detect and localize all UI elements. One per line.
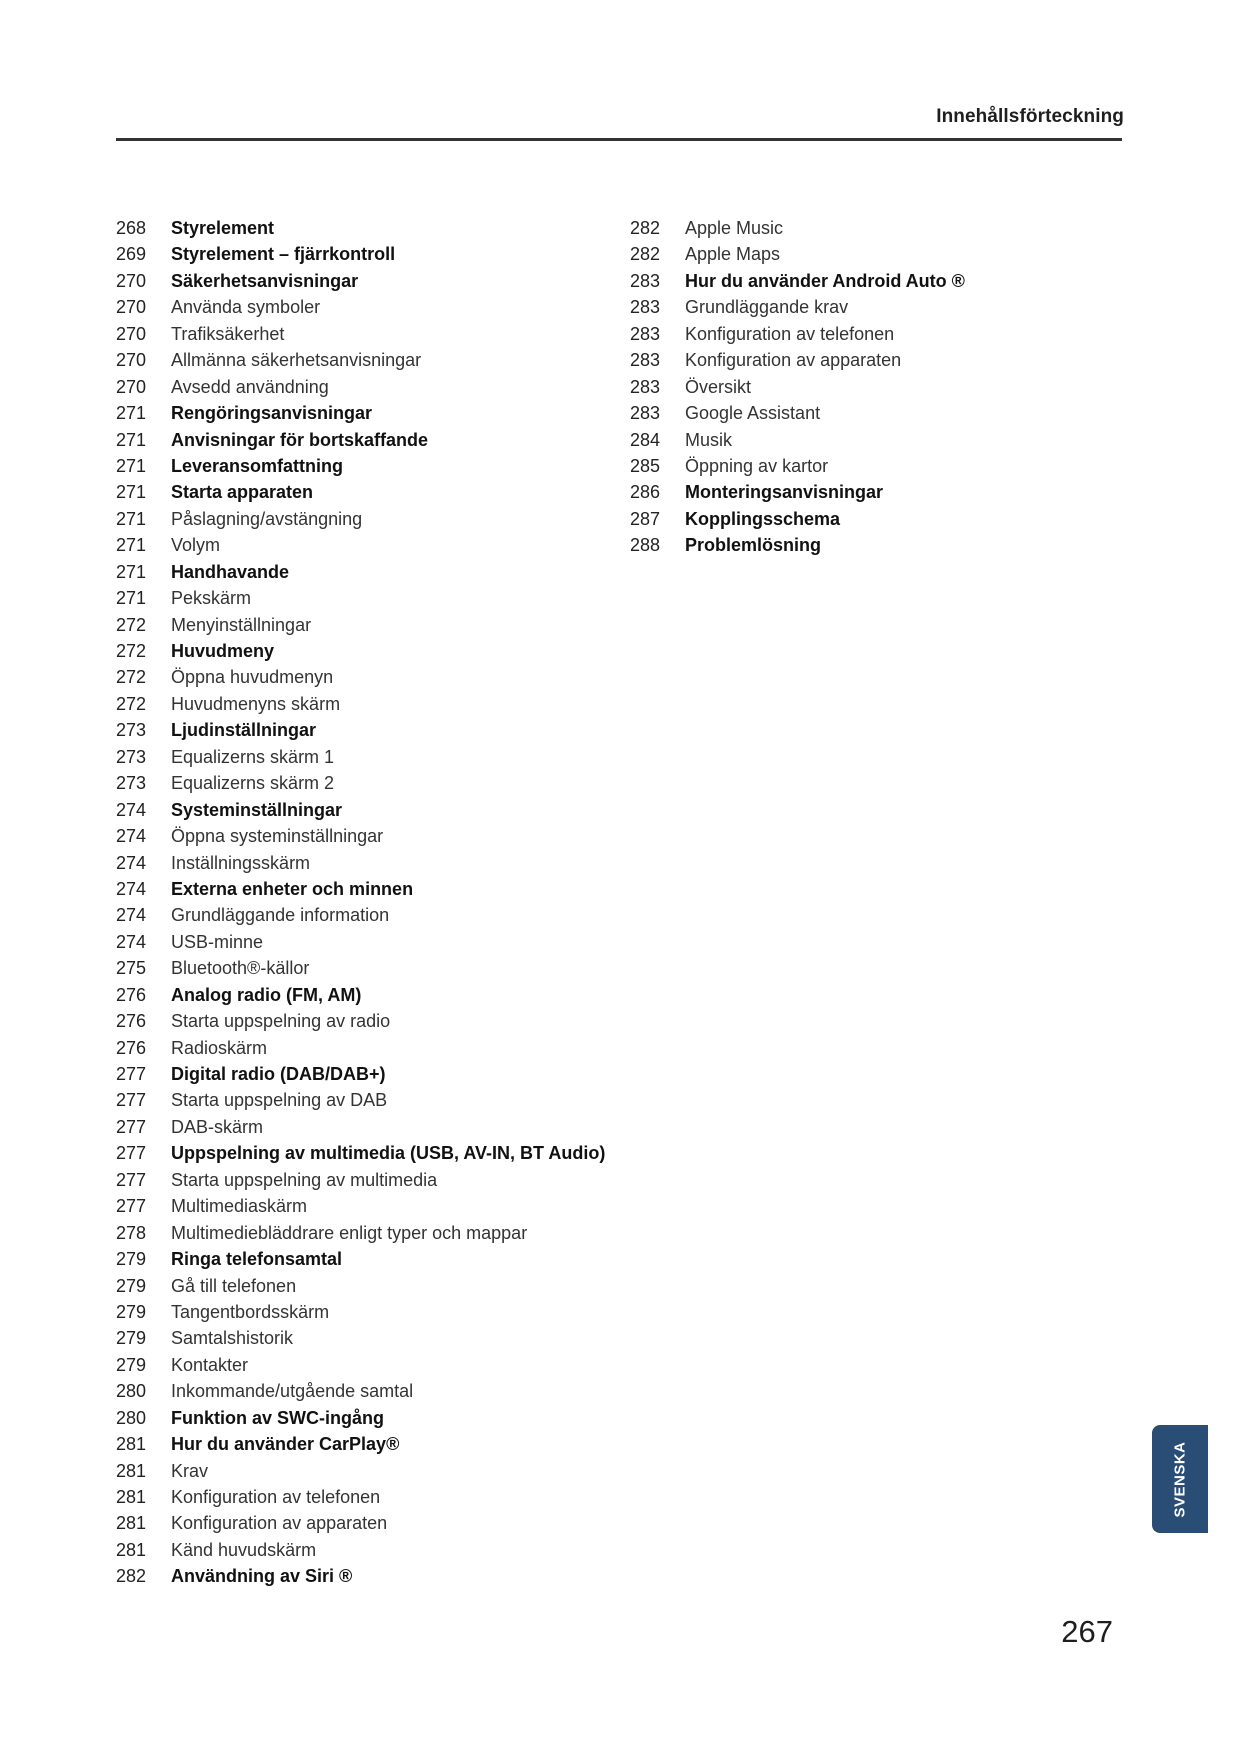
toc-entry-title: Google Assistant	[685, 403, 821, 424]
toc-entry-page: 271	[116, 429, 147, 450]
toc-entry-title: Avsedd användning	[171, 376, 329, 397]
toc-entry	[630, 400, 965, 426]
toc-entry	[116, 638, 605, 664]
toc-entry	[116, 876, 605, 902]
toc-entry-page: 274	[116, 826, 147, 847]
toc-entry-title: Huvudmenyns skärm	[171, 693, 341, 714]
toc-entry-title: Konfiguration av apparaten	[171, 1513, 388, 1534]
toc-entry-page: 274	[116, 852, 147, 873]
toc-entry-title: Analog radio (FM, AM)	[171, 984, 362, 1005]
toc-entry	[116, 585, 605, 611]
toc-entry-title: Styrelement – fjärrkontroll	[171, 244, 396, 265]
toc-entry-title: Huvudmeny	[171, 641, 275, 661]
toc-entry	[630, 347, 965, 373]
toc-entry-title: Allmänna säkerhetsanvisningar	[171, 350, 422, 371]
toc-entry-page: 280	[116, 1381, 147, 1402]
toc-entry	[116, 1378, 605, 1404]
toc-entry-title: Konfiguration av apparaten	[685, 350, 902, 371]
toc-entry-title: Volym	[171, 535, 221, 556]
toc-entry-page: 282	[116, 1566, 147, 1587]
toc-entry-title: Säkerhetsanvisningar	[171, 270, 359, 291]
toc-entry-title: Funktion av SWC-ingång	[171, 1407, 384, 1428]
toc-entry	[630, 215, 965, 241]
toc-entry	[116, 1220, 605, 1246]
toc-entry	[116, 1299, 605, 1325]
toc-entry	[116, 532, 605, 558]
toc-entry-title: Konfiguration av telefonen	[171, 1487, 381, 1507]
toc-entry-title: Leveransomfattning	[171, 455, 344, 476]
toc-entry-page: 283	[630, 323, 661, 344]
toc-entry	[116, 1352, 605, 1378]
toc-entry	[116, 1061, 605, 1087]
toc-entry-title: Menyinställningar	[171, 614, 312, 635]
toc-entry-title: Ljudinställningar	[171, 720, 317, 741]
toc-entry	[116, 717, 605, 743]
toc-entry-page: 270	[116, 323, 147, 344]
toc-entry-page: 274	[116, 905, 147, 926]
toc-entry-page: 272	[116, 667, 147, 688]
toc-entry	[630, 268, 965, 294]
toc-entry	[116, 453, 605, 479]
toc-entry-title: Tangentbordsskärm	[171, 1301, 330, 1322]
toc-entry-page: 275	[116, 958, 147, 979]
page-number: 267	[1061, 1614, 1113, 1649]
toc-entry-page: 277	[116, 1090, 147, 1111]
header-divider	[116, 138, 1122, 141]
toc-entry-page: 270	[116, 297, 147, 318]
toc-entry-title: Hur du använder CarPlay®	[171, 1434, 400, 1455]
toc-entry-title: Använda symboler	[171, 297, 321, 318]
toc-entry-page: 274	[116, 878, 147, 899]
toc-entry-page: 271	[116, 482, 147, 503]
toc-entry	[116, 559, 605, 585]
toc-entry	[116, 929, 605, 955]
toc-entry	[630, 532, 965, 558]
toc-column-left	[116, 215, 605, 1590]
toc-entry-page: 269	[116, 244, 147, 265]
toc-entry-title: Användning av Siri ®	[171, 1566, 353, 1587]
toc-entry	[116, 1087, 605, 1113]
toc-entry-page: 287	[630, 508, 661, 529]
toc-entry	[116, 1167, 605, 1193]
toc-entry	[116, 850, 605, 876]
toc-entry	[116, 902, 605, 928]
toc-entry-title: Öppna huvudmenyn	[171, 667, 334, 688]
toc-entry-page: 277	[116, 1064, 147, 1084]
toc-entry-title: Hur du använder Android Auto ®	[685, 270, 965, 291]
toc-entry	[116, 823, 605, 849]
toc-entry-title: Ringa telefonsamtal	[171, 1249, 343, 1270]
toc-entry-page: 271	[116, 403, 147, 424]
toc-entry	[116, 1405, 605, 1431]
toc-entry-page: 283	[630, 297, 661, 318]
toc-entry-title: Systeminställningar	[171, 799, 343, 820]
toc-entry-title: Starta uppspelning av DAB	[171, 1090, 388, 1111]
toc-entry-title: Känd huvudskärm	[171, 1539, 317, 1560]
toc-entry-page: 277	[116, 1169, 147, 1190]
toc-entry-page: 279	[116, 1354, 147, 1375]
toc-entry	[116, 400, 605, 426]
toc-entry	[116, 347, 605, 373]
toc-entry-title: Handhavande	[171, 561, 290, 582]
toc-entry-page: 272	[116, 641, 147, 661]
toc-entry-page: 278	[116, 1222, 147, 1243]
toc-entry	[630, 427, 965, 453]
toc-entry-title: Gå till telefonen	[171, 1275, 297, 1296]
toc-entry	[630, 294, 965, 320]
toc-entry-page: 277	[116, 1196, 147, 1217]
toc-entry	[116, 1458, 605, 1484]
toc-entry-page: 276	[116, 1011, 147, 1032]
toc-entry-page: 271	[116, 588, 147, 609]
toc-entry-page: 281	[116, 1460, 147, 1481]
toc-entry-page: 273	[116, 746, 147, 767]
toc-entry-title: Starta uppspelning av multimedia	[171, 1169, 438, 1190]
toc-entry-title: Externa enheter och minnen	[171, 878, 414, 899]
toc-entry	[116, 1431, 605, 1457]
toc-entry-page: 283	[630, 270, 661, 291]
toc-entry-title: Starta uppspelning av radio	[171, 1011, 391, 1032]
toc-entry	[116, 1273, 605, 1299]
toc-entry-title: Uppspelning av multimedia (USB, AV-IN, BT Audio)	[171, 1143, 606, 1164]
toc-entry-title: Digital radio (DAB/DAB+)	[171, 1064, 386, 1084]
toc-entry	[116, 1510, 605, 1536]
toc-entry-page: 271	[116, 535, 147, 556]
toc-entry-page: 281	[116, 1487, 147, 1507]
toc-entry-page: 274	[116, 931, 147, 952]
toc-entry-page: 271	[116, 561, 147, 582]
toc-entry-page: 272	[116, 693, 147, 714]
toc-entry-page: 283	[630, 376, 661, 397]
toc-entry	[116, 374, 605, 400]
toc-entry-page: 281	[116, 1539, 147, 1560]
toc-entry-title: Grundläggande information	[171, 905, 390, 926]
toc-entry-page: 288	[630, 535, 661, 556]
toc-entry-title: Radioskärm	[171, 1037, 268, 1058]
toc-entry-page: 277	[116, 1116, 147, 1137]
toc-entry	[116, 1193, 605, 1219]
toc-entry-title: Konfiguration av telefonen	[685, 323, 895, 344]
toc-entry-page: 279	[116, 1275, 147, 1296]
toc-entry-page: 273	[116, 773, 147, 794]
toc-entry-page: 277	[116, 1143, 147, 1164]
toc-entry-title: Starta apparaten	[171, 482, 314, 503]
toc-entry-title: Kopplingsschema	[685, 508, 841, 529]
toc-entry	[116, 1537, 605, 1563]
toc-entry	[116, 1114, 605, 1140]
toc-entry-page: 270	[116, 270, 147, 291]
toc-entry-title: Multimediebläddrare enligt typer och mappar	[171, 1222, 528, 1243]
toc-entry	[116, 268, 605, 294]
toc-entry-page: 280	[116, 1407, 147, 1428]
toc-entry-title: Equalizerns skärm 1	[171, 746, 335, 767]
toc-entry	[116, 506, 605, 532]
toc-column-right	[630, 215, 965, 559]
toc-entry-title: Trafiksäkerhet	[171, 323, 285, 344]
toc-entry-title: Krav	[171, 1460, 209, 1481]
toc-entry-page: 273	[116, 720, 147, 741]
toc-entry-title: Kontakter	[171, 1354, 249, 1375]
toc-entry	[630, 321, 965, 347]
toc-entry-title: Styrelement	[171, 218, 275, 238]
toc-entry	[116, 1325, 605, 1351]
toc-entry-page: 285	[630, 455, 661, 476]
toc-entry-title: USB-minne	[171, 931, 264, 952]
toc-entry	[116, 797, 605, 823]
toc-entry	[116, 982, 605, 1008]
toc-entry	[116, 612, 605, 638]
toc-entry-title: Equalizerns skärm 2	[171, 773, 335, 794]
toc-entry	[116, 744, 605, 770]
toc-entry-page: 271	[116, 455, 147, 476]
toc-entry	[630, 453, 965, 479]
toc-entry-page: 283	[630, 403, 661, 424]
toc-entry	[116, 1008, 605, 1034]
toc-entry-title: Öppna systeminställningar	[171, 826, 384, 847]
toc-entry	[630, 374, 965, 400]
toc-entry-page: 276	[116, 984, 147, 1005]
page-header-title: Innehållsförteckning	[936, 106, 1124, 127]
toc-entry-page: 283	[630, 350, 661, 371]
toc-entry-page: 276	[116, 1037, 147, 1058]
toc-entry-page: 282	[630, 218, 661, 238]
toc-entry-title: Problemlösning	[685, 535, 822, 556]
toc-entry-title: Musik	[685, 429, 733, 450]
toc-entry-title: Pekskärm	[171, 588, 252, 609]
toc-entry-title: Inkommande/utgående samtal	[171, 1381, 414, 1402]
toc-entry	[116, 294, 605, 320]
toc-entry	[116, 427, 605, 453]
toc-entry	[116, 215, 605, 241]
language-tab-label: SVENSKA	[1171, 1440, 1189, 1518]
toc-entry	[630, 241, 965, 267]
toc-entry-page: 274	[116, 799, 147, 820]
toc-entry-page: 271	[116, 508, 147, 529]
toc-entry	[116, 691, 605, 717]
toc-entry-page: 279	[116, 1249, 147, 1270]
language-tab	[1152, 1425, 1208, 1533]
toc-entry-page: 281	[116, 1513, 147, 1534]
toc-entry-title: Rengöringsanvisningar	[171, 403, 373, 424]
toc-entry-page: 284	[630, 429, 661, 450]
toc-entry-title: Apple Music	[685, 218, 784, 238]
toc-entry	[116, 479, 605, 505]
toc-entry-page: 286	[630, 482, 661, 503]
toc-entry-page: 282	[630, 244, 661, 265]
toc-entry	[116, 1563, 605, 1589]
toc-entry	[116, 1246, 605, 1272]
toc-entry	[116, 1140, 605, 1166]
toc-entry-title: Multimediaskärm	[171, 1196, 308, 1217]
toc-entry-title: Öppning av kartor	[685, 455, 829, 476]
toc-entry-page: 279	[116, 1328, 147, 1349]
toc-entry-title: Bluetooth®-källor	[171, 958, 310, 979]
toc-entry	[116, 321, 605, 347]
toc-entry	[116, 770, 605, 796]
toc-entry-title: Grundläggande krav	[685, 297, 849, 318]
toc-entry-title: Samtalshistorik	[171, 1328, 294, 1349]
toc-entry	[116, 241, 605, 267]
toc-entry-page: 268	[116, 218, 147, 238]
toc-entry-title: DAB-skärm	[171, 1116, 264, 1137]
toc-entry	[630, 479, 965, 505]
toc-entry	[116, 1035, 605, 1061]
toc-entry	[116, 955, 605, 981]
toc-entry-title: Påslagning/avstängning	[171, 508, 363, 529]
toc-entry-title: Inställningsskärm	[171, 852, 311, 873]
toc-entry-page: 279	[116, 1301, 147, 1322]
toc-entry-page: 281	[116, 1434, 147, 1455]
toc-entry-title: Översikt	[685, 376, 752, 397]
toc-entry-page: 272	[116, 614, 147, 635]
toc-entry-title: Monteringsanvisningar	[685, 482, 884, 503]
toc-entry-page: 270	[116, 350, 147, 371]
toc-entry	[116, 664, 605, 690]
toc-entry	[116, 1484, 605, 1510]
toc-entry-title: Anvisningar för bortskaffande	[171, 429, 429, 450]
toc-entry	[630, 506, 965, 532]
toc-entry-title: Apple Maps	[685, 244, 781, 265]
toc-entry-page: 270	[116, 376, 147, 397]
